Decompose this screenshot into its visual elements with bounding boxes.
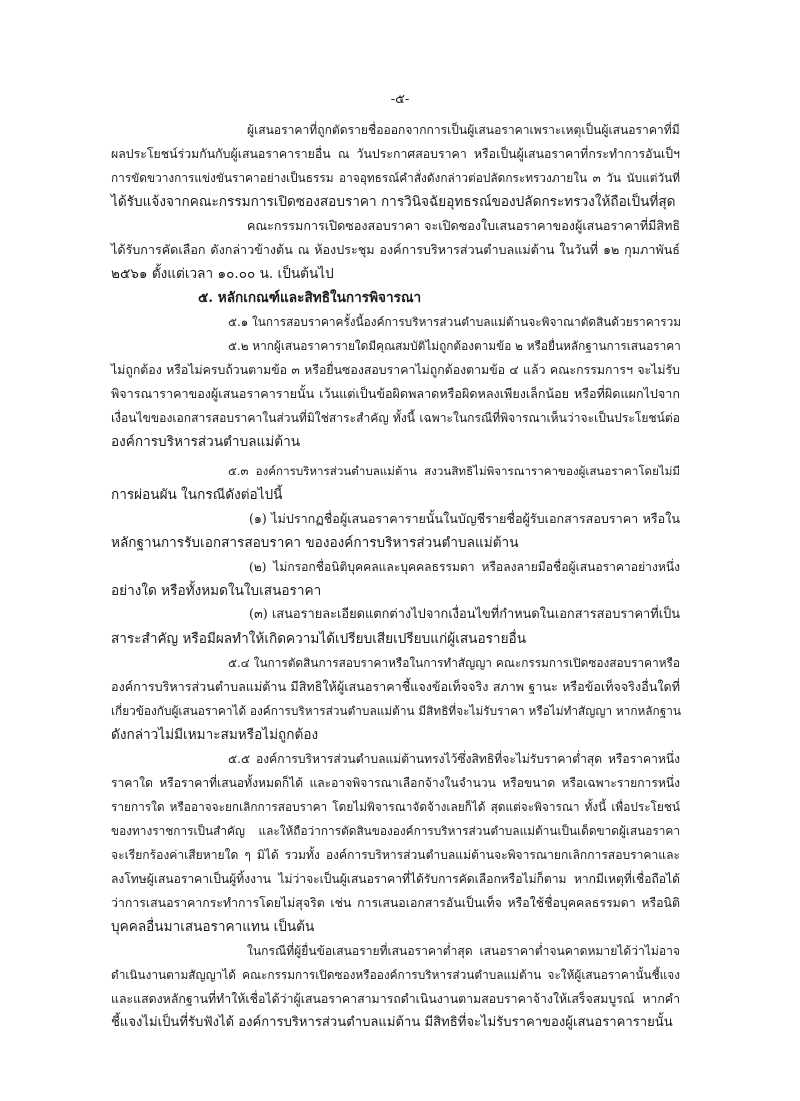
page-number: -๕- [390, 92, 410, 107]
item-5-2-line-4: เงื่อนไขของเอกสารสอบราคาในส่วนที่มิใช่สาระสำคัญ ทั้งนี้ เฉพาะในกรณีที่พิจารณาเห็นว่าจะเป็นประโยชน์ต่อ [111, 411, 680, 425]
item-5-5-line-6: ลงโทษผู้เสนอราคาเป็นผู้ทิ้งงาน ไม่ว่าจะเป็นผู้เสนอราคาที่ได้รับการคัดเลือกหรือไม่ก็ตาม หากมีเหตุที่เชื่อถือได้ [111, 872, 680, 886]
sub-item-2-line-2: อย่างใด หรือทั้งหมดในใบเสนอราคา [111, 583, 322, 599]
item-5-5-line-1: ๕.๕ องค์การบริหารส่วนตำบลแม่ต้านทรงไว้ซึ่งสิทธิที่จะไม่รับราคาต่ำสุด หรือราคาหนึ่ง [228, 752, 680, 766]
last-para-line-3: และแสดงหลักฐานที่ทำให้เชื่อได้ว่าผู้เสนอราคาสามารถดำเนินงานตามสอบราคาจ้างให้เสร็จสมบูรณ์ หากคำ [111, 992, 680, 1006]
item-5-2-line-5: องค์การบริหารส่วนตำบลแม่ต้าน [111, 434, 301, 450]
para2-line-3: ๒๕๖๑ ตั้งแต่เวลา ๑๐.๐๐ น. เป็นต้นไป [111, 266, 334, 282]
item-5-4-line-3: เกี่ยวข้องกับผู้เสนอราคาได้ องค์การบริหารส่วนตำบลแม่ต้าน มีสิทธิที่จะไม่รับราคา หรือไม่ทำสัญญา หากหลักฐาน [111, 704, 682, 718]
section-heading-5: ๕. หลักเกณฑ์และสิทธิในการพิจารณา [198, 290, 422, 306]
item-5-5-line-2: ราคาใด หรือราคาที่เสนอทั้งหมดก็ได้ และอาจพิจารณาเลือกจ้างในจำนวน หรือขนาด หรือเฉพาะรายการหนึ่ง [111, 776, 680, 790]
para1-line-1: ผู้เสนอราคาที่ถูกตัดรายชื่อออกจากการเป็นผู้เสนอราคาเพราะเหตุเป็นผู้เสนอราคาที่มี [247, 123, 680, 137]
item-5-3-line-2: การผ่อนผัน ในกรณีดังต่อไปนี้ [111, 487, 283, 503]
item-5-1: ๕.๑ ในการสอบราคาครั้งนี้องค์การบริหารส่วนตำบลแม่ต้านจะพิจาณาตัดสินด้วยราคารวม [228, 315, 682, 329]
last-para-line-2: ดำเนินงานตามสัญญาได้ คณะกรรมการเปิดซองหรือองค์การบริหารส่วนตำบลแม่ต้าน จะให้ผู้เสนอราคานั้นชี้แจง [111, 968, 680, 982]
item-5-2-line-2: ไม่ถูกต้อง หรือไม่ครบถ้วนตามข้อ ๓ หรือยื่นซองสอบราคาไม่ถูกต้องตามข้อ ๔ แล้ว คณะกรรมการฯ จะไม่รับ [111, 363, 680, 377]
sub-item-1-line-2: หลักฐานการรับเอกสารสอบราคา ขององค์การบริหารส่วนตำบลแม่ต้าน [111, 535, 519, 551]
sub-item-2-line-1: (๒) ไม่กรอกชื่อนิติบุคคลและบุคคลธรรมดา หรือลงลายมือชื่อผู้เสนอราคาอย่างหนึ่ง [249, 560, 680, 574]
item-5-3-line-1: ๕.๓ องค์การบริหารส่วนตำบลแม่ต้าน สงวนสิทธิไม่พิจารณาราคาของผู้เสนอราคาโดยไม่มี [228, 464, 680, 478]
item-5-4-line-1: ๕.๔ ในการตัดสินการสอบราคาหรือในการทำสัญญา คณะกรรมการเปิดซองสอบราคาหรือ [228, 656, 680, 670]
item-5-5-line-4: ของทางราชการเป็นสำคัญ และให้ถือว่าการตัดสินขององค์การบริหารส่วนตำบลแม่ต้านเป็นเด็ดขาดผู้เสนอราคา [111, 824, 680, 838]
item-5-5-line-8: บุคคลอื่นมาเสนอราคาแทน เป็นต้น [111, 919, 315, 935]
last-para-line-1: ในกรณีที่ผู้ยื่นข้อเสนอรายที่เสนอราคาต่ำสุด เสนอราคาต่ำจนคาดหมายได้ว่าไม่อาจ [247, 944, 680, 958]
item-5-2-line-3: พิจารณาราคาของผู้เสนอราคารายนั้น เว้นแต่เป็นข้อผิดพลาดหรือผิดหลงเพียงเล็กน้อย หรือที่ผิดแผกไปจาก [111, 386, 680, 401]
item-5-4-line-2: องค์การบริหารส่วนตำบลแม่ต้าน มีสิทธิให้ผู้เสนอราคาชี้แจงข้อเท็จจริง สภาพ ฐานะ หรือข้อเท็จจริงอื่นใดที่ [111, 679, 680, 694]
para1-line-2: ผลประโยชน์ร่วมกันกับผู้เสนอราคารายอื่น ณ วันประกาศสอบราคา หรือเป็นผู้เสนอราคาที่กระทำการอันเป็ฯ [111, 147, 680, 161]
item-5-2-line-1: ๕.๒ หากผู้เสนอราคารายใดมีคุณสมบัติไม่ถูกต้องตามข้อ ๒ หรือยื่นหลักฐานการเสนอราคา [228, 339, 681, 353]
last-para-line-4: ชี้แจงไม่เป็นที่รับฟังได้ องค์การบริหารส่วนตำบลแม่ต้าน มีสิทธิที่จะไม่รับราคาของผู้เสนอราคารายนั้น [111, 1015, 673, 1030]
item-5-4-line-4: ดังกล่าวไม่มีเหมาะสมหรือไม่ถูกต้อง [111, 727, 319, 743]
para1-line-3: การขัดขวางการแข่งขันราคาอย่างเป็นธรรม อาจอุทธรณ์คำสั่งดังกล่าวต่อปลัดกระทรวงภายใน ๓ วัน นับแต่วันที่ [111, 171, 680, 185]
item-5-5-line-5: จะเรียกร้องค่าเสียหายใด ๆ มิได้ รวมทั้ง องค์การบริหารส่วนตำบลแม่ต้านจะพิจารณายกเลิกการสอบราคาและ [111, 848, 680, 862]
sub-item-3-line-2: สาระสำคัญ หรือมีผลทำให้เกิดความได้เปรียบเสียเปรียบแก่ผู้เสนอรายอื่น [111, 631, 526, 647]
para2-line-2: ได้รับการคัดเลือก ดังกล่าวข้างต้น ณ ห้องประชุม องค์การบริหารส่วนตำบลแม่ต้าน ในวันที่ ๑๒ กุมภาพันธ์ [111, 242, 680, 257]
item-5-5-line-7: ว่าการเสนอราคากระทำการโดยไม่สุจริต เช่น การเสนอเอกสารอันเป็นเท็จ หรือใช้ชื่อบุคคลธรรมดา หรือนิติ [111, 896, 680, 910]
sub-item-1-line-1: (๑) ไม่ปรากฏชื่อผู้เสนอราคารายนั้นในบัญชีรายชื่อผู้รับเอกสารสอบราคา หรือใน [249, 511, 680, 526]
para2-line-1: คณะกรรมการเปิดซองสอบราคา จะเปิดซองใบเสนอราคาของผู้เสนอราคาที่มีสิทธิ [247, 218, 681, 233]
item-5-5-line-3: รายการใด หรืออาจจะยกเลิกการสอบราคา โดยไม่พิจารณาจัดจ้างเลยก็ได้ สุดแต่จะพิจารณา ทั้งนี้ เพื่อประโยชน์ [111, 800, 680, 814]
sub-item-3-line-1: (๓) เสนอรายละเอียดแตกต่างไปจากเงื่อนไขที่กำหนดในเอกสารสอบราคาที่เป็น [249, 607, 681, 622]
para1-line-4: ได้รับแจ้งจากคณะกรรมการเปิดซองสอบราคา การวินิจฉัยอุทธรณ์ของปลัดกระทรวงให้ถือเป็นที่สุด [111, 194, 676, 210]
